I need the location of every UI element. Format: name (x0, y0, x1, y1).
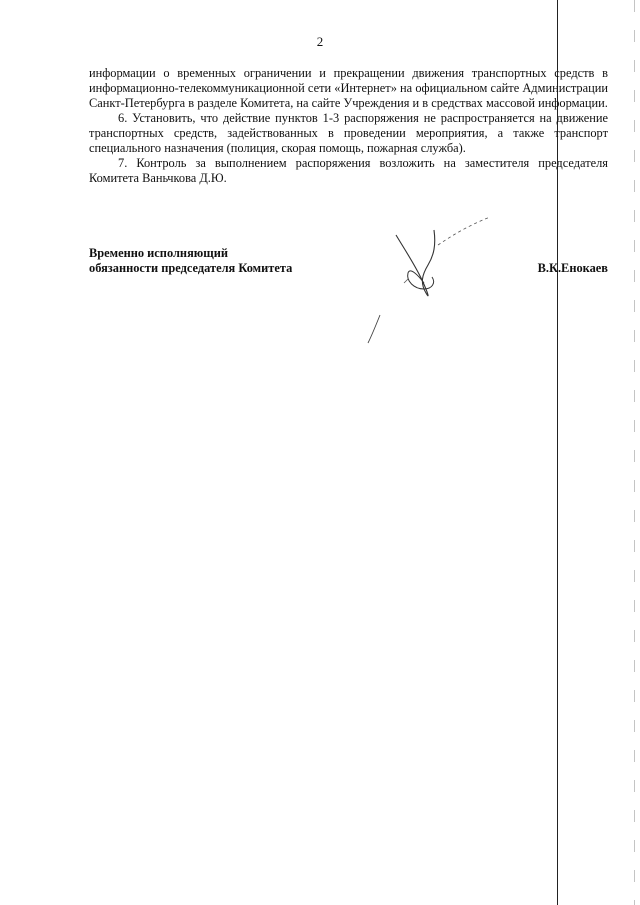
handwritten-signature-icon (350, 205, 510, 355)
paragraph-item-7: 7. Контроль за выполнением распоряжения возложить на заместителя председателя Комитета Ваньчкова Д.Ю. (89, 156, 608, 185)
paragraph-item-6: 6. Установить, что действие пунктов 1-3 распоряжения не распространяется на движение транспортных средств, задействованных в проведении мероприятия, а также транспорт специального назначения (полиция, скорая помощь, пожарная служба). (89, 111, 608, 155)
signatory-position-line-1: Временно исполняющий (89, 246, 228, 260)
signatory-position-line-2: обязанности председателя Комитета (89, 261, 293, 275)
signatory-name: В.К.Енокаев (537, 261, 608, 275)
signatory-position (89, 246, 292, 276)
page-number: 2 (316, 34, 324, 49)
document-body (89, 66, 608, 186)
paragraph-continuation: информации о временных ограничении и прекращении движения транспортных средств в информационно-телекоммуникационной сети «Интернет» на официальном сайте Администрации Санкт-Петербурга в разделе Комитета, на сайте Учреждения и в средствах массовой информации. (89, 66, 608, 110)
scan-edge-dots (634, 0, 635, 905)
